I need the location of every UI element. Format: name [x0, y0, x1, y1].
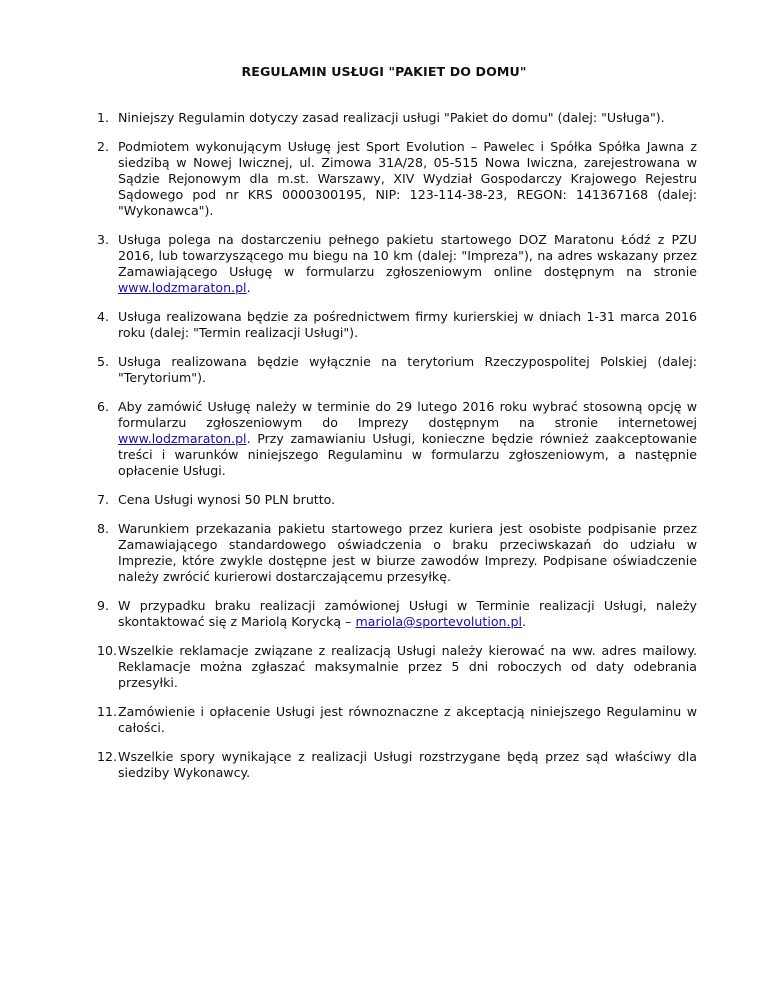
rule-text — [118, 232, 697, 296]
rule-number: 4. — [97, 309, 110, 324]
rule-text-part: . — [246, 280, 251, 295]
rule-number: 5. — [97, 354, 110, 369]
rule-text: Warunkiem przekazania pakietu startowego przez kuriera jest osobiste podpisanie przez Zamawiającego standardowego oświadczenia o braku przeciwskazań do udziału w Imprezie, które zwykle dostępne jest w biurze zawodów Imprezy. Podpisane oświadczenie należy zwrócić kurierowi dostarczającemu przesyłkę. — [118, 521, 697, 584]
rule-6 — [97, 399, 697, 479]
rule-number: 7. — [97, 492, 110, 507]
rule-12 — [97, 749, 697, 781]
rule-text-part: . Przy zamawianiu Usługi, konieczne będzie również zaakceptowanie treści i warunków niniejszego Regulaminu w formularzu zgłoszeniowym, a następnie opłacenie Usługi. — [118, 431, 697, 478]
rule-number: 8. — [97, 521, 110, 536]
rule-text: Zamówienie i opłacenie Usługi jest równoznaczne z akceptacją niniejszego Regulaminu w całości. — [118, 704, 697, 735]
rule-number: 10. — [97, 643, 118, 658]
rule-text — [118, 598, 697, 630]
rule-text: Cena Usługi wynosi 50 PLN brutto. — [118, 492, 336, 507]
rule-text: Niniejszy Regulamin dotyczy zasad realizacji usługi "Pakiet do domu" (dalej: "Usługa"). — [118, 110, 665, 125]
rule-text-part: Usługa polega na dostarczeniu pełnego pakietu startowego DOZ Maratonu Łódź z PZU 2016, lub towarzyszącego mu biegu na 10 km (dalej: "Impreza"), na adres wskazany przez Zamawiającego Usługę w formularzu zgłoszeniowym online dostępnym na stronie — [118, 232, 697, 279]
rule-1 — [97, 110, 697, 126]
rule-5 — [97, 354, 697, 386]
rule-7 — [97, 492, 697, 508]
rule-number: 11. — [97, 704, 118, 719]
rule-11 — [97, 704, 697, 736]
rule-number: 2. — [97, 139, 110, 154]
document-title: REGULAMIN USŁUGI "PAKIET DO DOMU" — [241, 64, 527, 79]
rule-text-part: Aby zamówić Usługę należy w terminie do 29 lutego 2016 roku wybrać stosowną opcję w formularzu zgłoszeniowym do Imprezy dostępnym na stronie internetowej — [118, 399, 697, 430]
rule-text-part: W przypadku braku realizacji zamówionej Usługi w Terminie realizacji Usługi, należy skontaktować się z Mariolą Korycką – — [118, 598, 697, 629]
rule-8 — [97, 521, 697, 585]
website-link[interactable]: www.lodzmaraton.pl — [118, 280, 247, 295]
rule-10 — [97, 643, 697, 691]
rule-text: Wszelkie reklamacje związane z realizacją Usługi należy kierować na ww. adres mailowy. Reklamacje można zgłaszać maksymalnie przez 5 dni roboczych od daty odebrania przesyłki. — [118, 643, 697, 690]
rules-list — [97, 110, 697, 794]
rule-text — [118, 399, 697, 479]
rule-9 — [97, 598, 697, 630]
rule-text-part: . — [522, 614, 527, 629]
rule-number: 1. — [97, 110, 110, 125]
rule-text: Wszelkie spory wynikające z realizacji Usługi rozstrzygane będą przez sąd właściwy dla siedziby Wykonawcy. — [118, 749, 697, 780]
rule-number: 12. — [97, 749, 118, 764]
rule-text: Usługa realizowana będzie wyłącznie na terytorium Rzeczypospolitej Polskiej (dalej: "Terytorium"). — [118, 354, 697, 385]
rule-number: 9. — [97, 598, 110, 613]
rule-number: 6. — [97, 399, 110, 414]
rule-2 — [97, 139, 697, 219]
rule-text: Usługa realizowana będzie za pośrednictwem firmy kurierskiej w dniach 1-31 marca 2016 roku (dalej: "Termin realizacji Usługi"). — [118, 309, 697, 340]
rule-3 — [97, 232, 697, 296]
rule-text: Podmiotem wykonującym Usługę jest Sport Evolution – Pawelec i Spółka Spółka Jawna z siedzibą w Nowej Iwicznej, ul. Zimowa 31A/28, 05-515 Nowa Iwiczna, zarejestrowana w Sądzie Rejonowym dla m.st. Warszawy, XIV Wydział Gospodarczy Krajowego Rejestru Sądowego pod nr KRS 0000300195, NIP: 123-114-38-23, REGON: 141367168 (dalej: "Wykonawca"). — [118, 139, 697, 218]
rule-number: 3. — [97, 232, 110, 247]
website-link[interactable]: www.lodzmaraton.pl — [118, 431, 247, 446]
rule-4 — [97, 309, 697, 341]
email-link[interactable]: mariola@sportevolution.pl — [355, 614, 523, 629]
